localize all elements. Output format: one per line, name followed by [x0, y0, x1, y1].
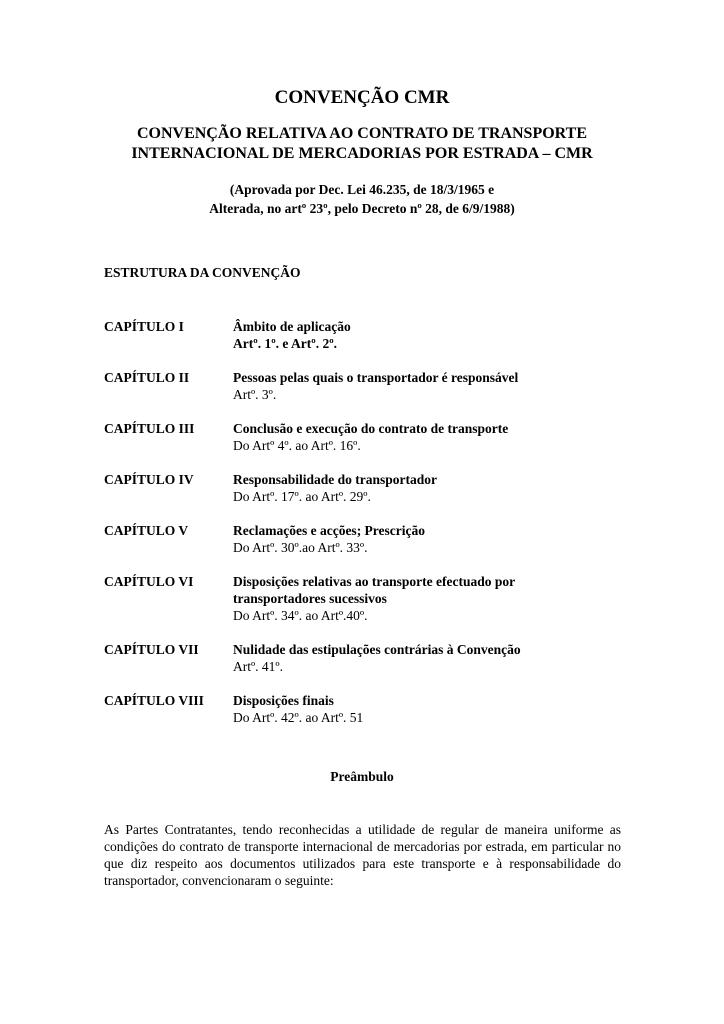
chapter-item — [104, 420, 624, 454]
chapter-title: Âmbito de aplicação — [233, 319, 351, 334]
chapter-body — [233, 692, 624, 726]
chapter-item — [104, 522, 624, 556]
chapter-articles: Do Artº. 34º. ao Artº.40º. — [233, 608, 368, 623]
chapter-body — [233, 573, 624, 624]
chapter-body — [233, 420, 624, 454]
chapter-item — [104, 471, 624, 505]
chapter-body — [233, 369, 624, 403]
chapter-title: Reclamações e acções; Prescrição — [233, 523, 426, 538]
document-subtitle — [0, 124, 724, 164]
approval-line-1: (Aprovada por Dec. Lei 46.235, de 18/3/1965 e — [229, 182, 495, 197]
chapter-item — [104, 369, 624, 403]
chapter-label: CAPÍTULO VIII — [104, 693, 204, 708]
preamble-heading: Preâmbulo — [330, 769, 394, 784]
chapter-title: Nulidade das estipulações contrárias à Convenção — [233, 642, 521, 657]
structure-heading: ESTRUTURA DA CONVENÇÃO — [104, 265, 301, 280]
subtitle-line-2: INTERNACIONAL DE MERCADORIAS POR ESTRADA – CMR — [131, 145, 593, 162]
chapter-articles: Do Artº. 30º.ao Artº. 33º. — [233, 540, 368, 555]
chapter-articles: Do Artº. 17º. ao Artº. 29º. — [233, 489, 371, 504]
chapter-label: CAPÍTULO IV — [104, 472, 194, 487]
chapter-item — [104, 318, 624, 352]
subtitle-line-1: CONVENÇÃO RELATIVA AO CONTRATO DE TRANSPORTE — [136, 125, 588, 142]
chapter-articles: Artº. 41º. — [233, 659, 283, 674]
chapter-label: CAPÍTULO III — [104, 421, 195, 436]
chapter-articles: Do Artº 4º. ao Artº. 16º. — [233, 438, 361, 453]
chapter-articles: Artº. 3º. — [233, 387, 277, 402]
chapter-articles: Artº. 1º. e Artº. 2º. — [233, 336, 338, 351]
chapter-articles: Do Artº. 42º. ao Artº. 51 — [233, 710, 364, 725]
chapter-label: CAPÍTULO V — [104, 523, 189, 538]
chapter-label: CAPÍTULO VI — [104, 574, 194, 589]
preamble-text: As Partes Contratantes, tendo reconhecidas a utilidade de regular de maneira uniforme as condições do contrato de transporte internacional de mercadorias por estrada, em particular no que diz respeito aos documentos utilizados para este transporte e à responsabilidade do transportador, convencionaram o seguinte: — [104, 822, 621, 888]
chapter-body — [233, 641, 624, 675]
chapter-title: Conclusão e execução do contrato de transporte — [233, 421, 509, 436]
chapter-body — [233, 318, 624, 352]
chapter-item — [104, 692, 624, 726]
chapter-item — [104, 573, 624, 624]
chapter-title: Responsabilidade do transportador — [233, 472, 438, 487]
approval-note — [0, 180, 724, 218]
chapter-label: CAPÍTULO II — [104, 370, 190, 385]
chapter-body — [233, 522, 624, 556]
chapter-body — [233, 471, 624, 505]
chapter-title: Disposições finais — [233, 693, 334, 708]
chapter-label: CAPÍTULO I — [104, 319, 184, 334]
approval-line-2: Alterada, no artº 23º, pelo Decreto nº 28, de 6/9/1988) — [209, 201, 515, 216]
document-title: CONVENÇÃO CMR — [274, 87, 450, 108]
chapter-list — [104, 318, 624, 743]
chapter-title: Pessoas pelas quais o transportador é responsável — [233, 370, 519, 385]
chapter-label: CAPÍTULO VII — [104, 642, 199, 657]
chapter-item — [104, 641, 624, 675]
chapter-title: Disposições relativas ao transporte efectuado por transportadores sucessivos — [233, 574, 515, 606]
